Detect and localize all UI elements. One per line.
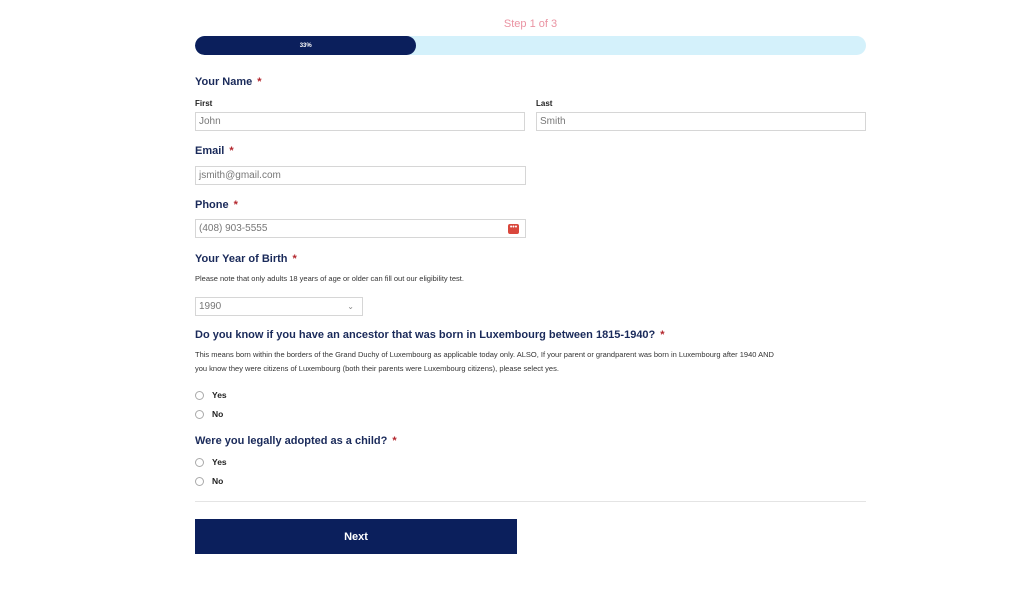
phone-label: Phone * xyxy=(195,199,238,211)
email-label: Email * xyxy=(195,145,234,157)
divider xyxy=(195,501,866,502)
radio-circle-icon xyxy=(195,458,204,467)
autofill-icon[interactable]: ••• xyxy=(508,224,519,234)
last-name-input[interactable]: Smith xyxy=(536,112,866,131)
first-name-label: First xyxy=(195,99,213,108)
ancestor-description-2: you know they were citizens of Luxembourg (both their parents were Luxembourg citizens), please select yes. xyxy=(195,364,559,373)
birth-year-label: Your Year of Birth * xyxy=(195,253,297,265)
first-name-input[interactable]: John xyxy=(195,112,525,131)
birth-year-value: 1990 xyxy=(199,301,222,312)
radio-circle-icon xyxy=(195,410,204,419)
ancestor-radio-no[interactable] xyxy=(195,408,223,419)
adopted-radio-no[interactable] xyxy=(195,475,223,486)
ancestor-question: Do you know if you have an ancestor that was born in Luxembourg between 1815-1940? * xyxy=(195,329,665,341)
radio-label: Yes xyxy=(212,456,227,467)
adopted-radio-yes[interactable] xyxy=(195,456,227,467)
name-label: Your Name * xyxy=(195,76,262,88)
radio-circle-icon xyxy=(195,477,204,486)
ancestor-description-1: This means born within the borders of the Grand Duchy of Luxembourg as applicable today only. ALSO, If your parent or grandparent was born in Luxembourg after 1940 AND xyxy=(195,350,774,359)
birth-year-note: Please note that only adults 18 years of age or older can fill out our eligibility test. xyxy=(195,274,464,283)
next-button[interactable]: Next xyxy=(195,519,517,554)
radio-circle-icon xyxy=(195,391,204,400)
adopted-question: Were you legally adopted as a child? * xyxy=(195,435,397,447)
email-input[interactable]: jsmith@gmail.com xyxy=(195,166,526,185)
last-name-label: Last xyxy=(536,99,553,108)
birth-year-select[interactable] xyxy=(195,297,363,316)
progress-bar xyxy=(195,36,866,55)
phone-input[interactable] xyxy=(195,219,526,238)
progress-fill: 33% xyxy=(195,36,416,55)
step-indicator: Step 1 of 3 xyxy=(503,18,558,30)
radio-label: No xyxy=(212,475,224,486)
radio-label: Yes xyxy=(212,389,227,400)
radio-label: No xyxy=(212,408,224,419)
ancestor-radio-yes[interactable] xyxy=(195,389,227,400)
phone-value: (408) 903-5555 xyxy=(199,223,268,234)
chevron-down-icon: ⌄ xyxy=(347,302,354,311)
